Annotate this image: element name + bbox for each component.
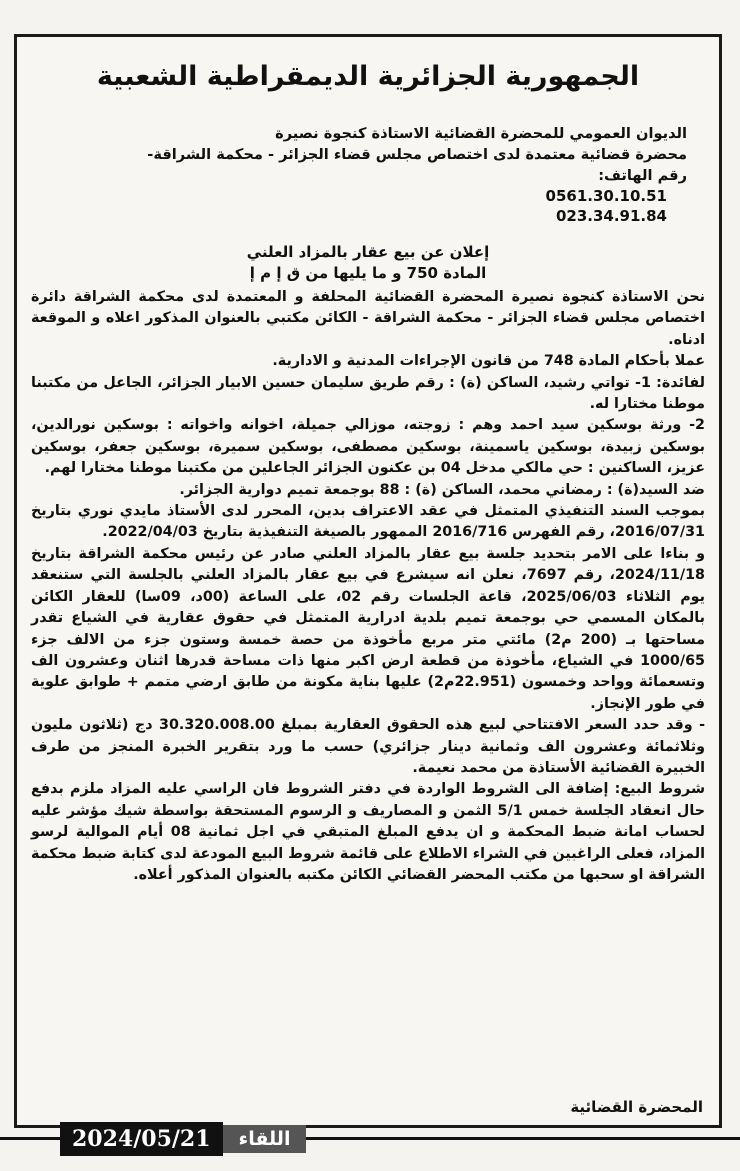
paragraph-enforcement-title: بموجب السند التنفيذي المتمثل في عقد الاعتراف بدين، المحرر لدى الأستاذ مايدي نوري بتاريخ 2016/07/31، رقم الفهرس 2016/716 الممهور بالصيغة التنفيذية بتاريخ 2022/04/03. <box>31 503 705 541</box>
paragraph-opening-price: - وقد حدد السعر الافتتاحي لبيع هذه الحقوق العقارية بمبلغ 30.320.008.00 دج (ثلاثون مليون وثلاثمائة وعشرون الف وثمانية دينار جزائري) حسب ما ورد بتقرير الخبرة المنجز من طرف الخبيرة القضائية الأستاذة من محمد نعيمة. <box>31 717 705 776</box>
office-name: الديوان العمومي للمحضرة القضائية الاستاذة كنجوة نصيرة <box>275 125 687 142</box>
notice-body <box>31 287 705 886</box>
paragraph-beneficiary-2: 2- ورثة بوسكين سيد احمد وهم : زوجته، موزالي جميلة، اخوانه واخواته : بوسكين نورالدين، بوسكين زبيدة، بوسكين ياسمينة، بوسكين مصطفى، بوسكين سميرة، بوسكين جعفر، بوسكين عزيز، الساكنين : حي مالكي مدخل 04 بن عكنون الجزائر الجاعلين من مكتبنا موطنا مختارا لهم. <box>31 417 705 477</box>
paragraph-intro: نحن الاستاذة كنجوة نصيرة المحضرة القضائية المحلفة و المعتمدة لدى محكمة الشراقة دائرة اختصاص مجلس قضاء الجزائر - محكمة الشراقة - الكائن مكتبي بالعنوان المذكور اعلاه و الموقعة ادناه. <box>31 289 705 348</box>
page-title: الجمهورية الجزائرية الديمقراطية الشعبية <box>96 61 640 92</box>
publication-date: 2024/05/21 <box>60 1122 223 1156</box>
paragraph-defendant: ضد السيد(ة) : رمضاني محمد، الساكن (ة) : 88 بوجمعة تميم دوارية الجزائر. <box>179 481 705 498</box>
notice-title: إعلان عن بيع عقار بالمزاد العلني <box>246 243 490 261</box>
phone-label: رقم الهاتف: <box>598 167 687 184</box>
phone-number-2: 023.34.91.84 <box>555 207 667 225</box>
notice-heading <box>17 242 719 284</box>
office-jurisdiction: محضرة قضائية معتمدة لدى اختصاص مجلس قضاء الجزائر - محكمة الشراقة- <box>147 146 687 163</box>
paragraph-legal-basis: عملا بأحكام المادة 748 من قانون الإجراءات المدنية و الادارية. <box>272 353 705 370</box>
phone-number-1: 0561.30.10.51 <box>545 187 667 205</box>
paragraph-auction-details: و بناءا على الامر بتحديد جلسة بيع عقار بالمزاد العلني صادر عن رئيس محكمة الشراقة بتاريخ 2024/11/18، رقم 7697، نعلن انه سيشرع في بيع عقار بالمزاد العلني بالجلسة التي ستنعقد يوم الثلاثاء 2025/06/03، قاعة الجلسات رقم 02، على الساعة (00د، 09سا) للعقار الكائن بالمكان المسمي حي بوجمعة تميم بلدية ادرارية المتمثل في حقوق عقارية في الشياع تقدر مساحتها بـ (200 م2) مائتي متر مربع مأخوذة من حصة خمسة وستون جزء من الالف جزء 1000/65 في الشياع، مأخوذة من قطعة ارض اكبر منها ذات مساحة قدرها اثنان وعشرون الف وتسعمائة وواحد وخمسون (22.951م2) عليها بناية مكونة من طابق ارضي متمم + طوابق علوية في طور الإنجاز. <box>31 545 706 712</box>
notice-frame <box>14 34 722 1128</box>
paragraph-beneficiary-1: لفائدة: 1- تواتي رشيد، الساكن (ة) : رقم طريق سليمان حسين الابيار الجزائر، الجاعل من مكتبنا موطنا مختارا له. <box>31 374 705 413</box>
paragraph-sale-conditions: شروط البيع: إضافة الى الشروط الواردة في دفتر الشروط فان الراسي عليه المزاد ملزم بدفع حال انعقاد الجلسة خمس 5/1 الثمن و المصاريف و الرسوم المستحقة بواسطة شيك مؤشر عليه لحساب امانة ضبط المحكمة و ان يدفع المبلغ المتبقي في اجل ثمانية 08 أيام الموالية لرسو المزاد، فعلى الراغبين في الشراء الاطلاع على قائمة شروط البيع المودعة لدى كتابة ضبط محكمة الشراقة او سحبها من مكتب المحضر القضائي الكائن مكتبه بالعنوان المذكور أعلاه. <box>31 781 705 883</box>
signature: المحضرة القضائية <box>570 1098 703 1116</box>
publication-footer <box>60 1122 314 1156</box>
notice-legal-reference: المادة 750 و ما يليها من ق إ م إ <box>249 264 487 282</box>
office-header <box>47 123 687 226</box>
newspaper-name: اللقاء <box>223 1125 307 1153</box>
